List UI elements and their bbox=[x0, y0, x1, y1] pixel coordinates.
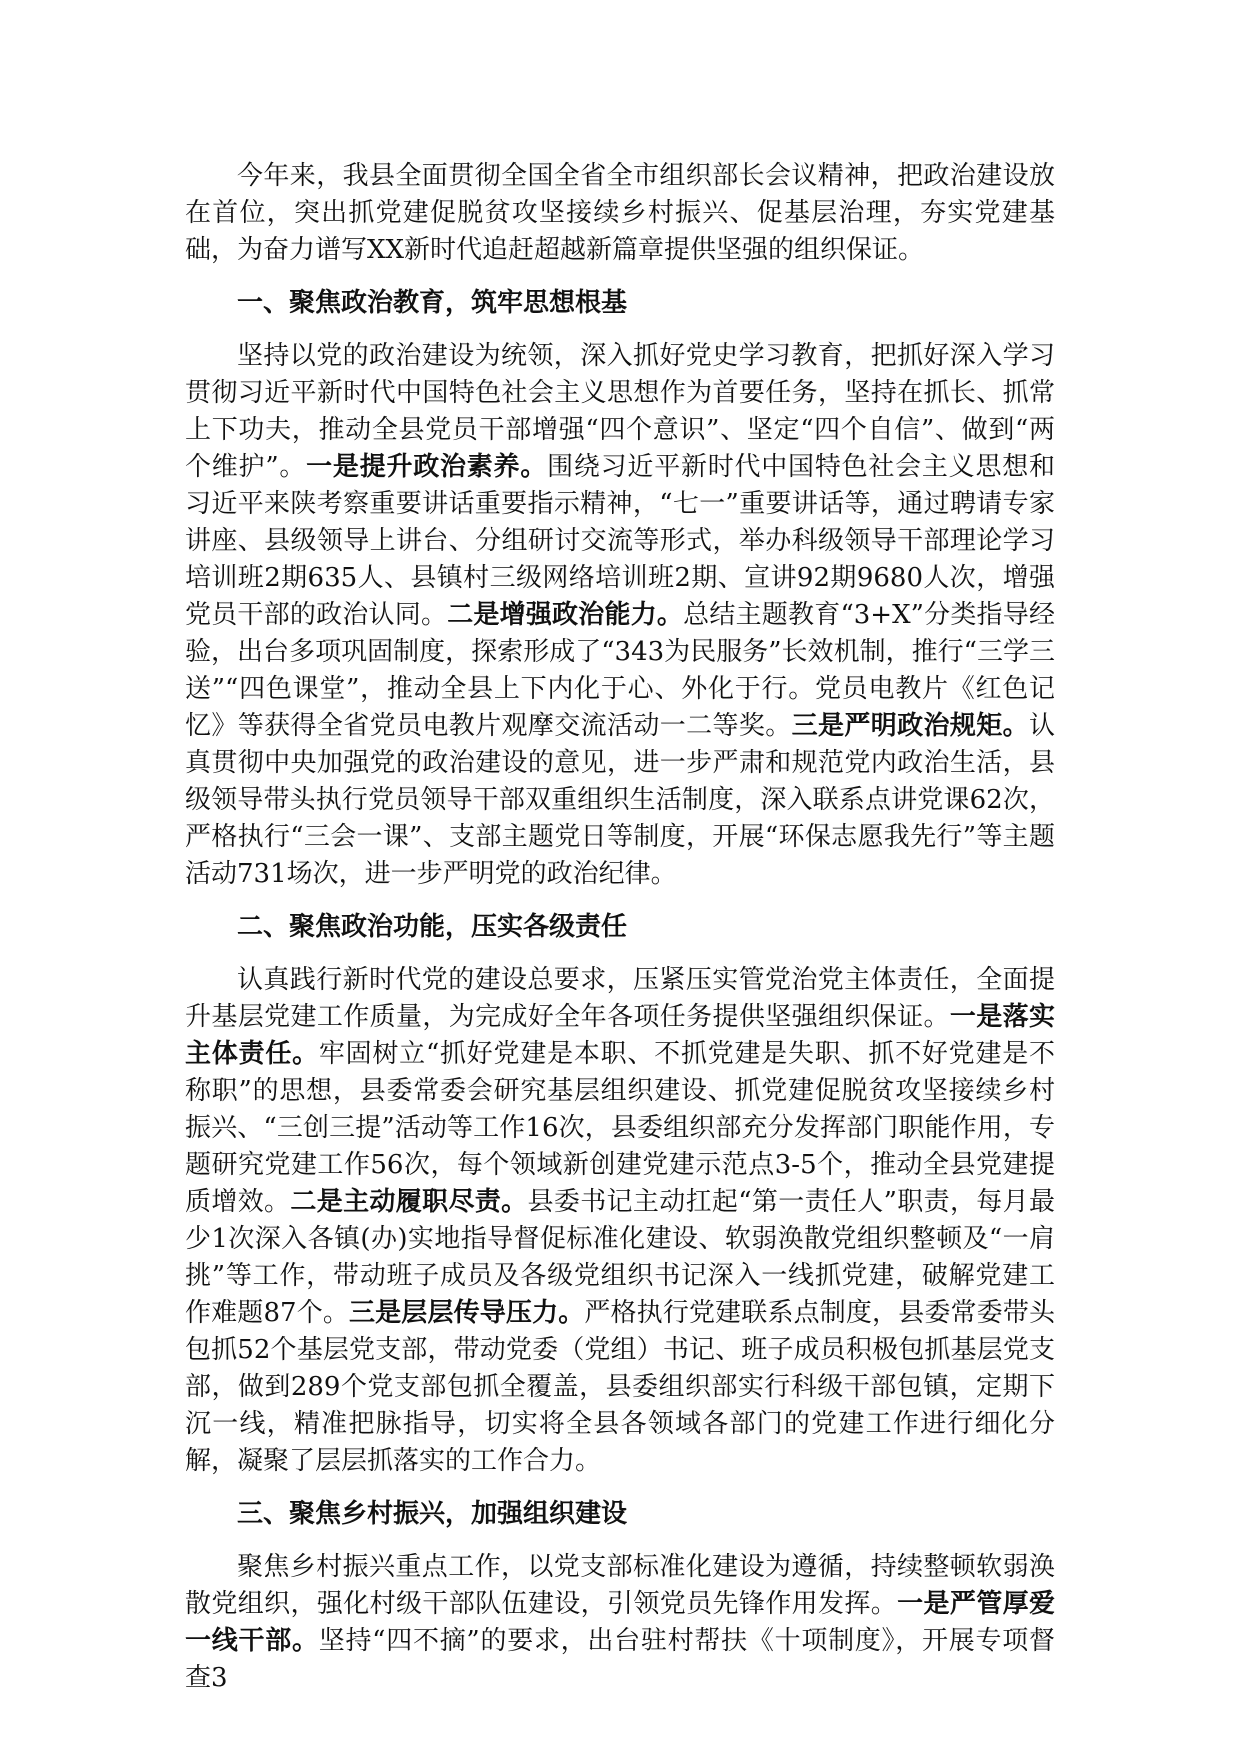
intro-text: 今年来，我县全面贯彻全国全省全市组织部长会议精神，把政治建设放在首位，突出抓党建促脱贫攻坚接续乡村振兴、促基层治理，夯实党建基础，为奋力谱写XX新时代追赶超越新篇章提供坚强的组织保证。 bbox=[185, 161, 1055, 265]
section-2-point-3-text: 严格执行党建联系点制度，县委常委带头包抓52个基层党支部，带动党委（党组）书记、班子成员积极包抓基层党支部，做到289个党支部包抓全覆盖，县委组织部实行科级干部包镇，定期下沉一线，精准把脉指导，切实将全县各领域各部门的党建工作进行细化分解，凝聚了层层抓落实的工作合力。 bbox=[185, 1298, 1055, 1476]
section-2-point-3-title: 三是层层传导压力。 bbox=[349, 1298, 585, 1328]
section-2-paragraph bbox=[185, 962, 1055, 1480]
section-3-paragraph bbox=[185, 1549, 1055, 1697]
section-3-point-1-title: 一是严管厚爱一线干部。 bbox=[185, 1589, 1055, 1656]
section-1-point-3-title: 三是严明政治规矩。 bbox=[791, 711, 1029, 741]
section-1-heading: 一、聚焦政治教育，筑牢思想根基 bbox=[237, 288, 628, 318]
section-1-point-2-title: 二是增强政治能力。 bbox=[447, 600, 684, 630]
section-2-point-1-title: 一是落实主体责任。 bbox=[185, 1002, 1055, 1069]
section-1-paragraph bbox=[185, 338, 1055, 893]
section-1-lead-text: 坚持以党的政治建设为统领，深入抓好党史学习教育，把抓好深入学习贯彻习近平新时代中国特色社会主义思想作为首要任务，坚持在抓长、抓常上下功夫，推动全县党员干部增强“四个意识”、坚定“四个自信”、做到“两个维护”。 bbox=[185, 341, 1055, 482]
section-2-point-2-text: 县委书记主动扛起“第一责任人”职责，每月最少1次深入各镇(办)实地指导督促标准化建设、软弱涣散党组织整顿及“一肩挑”等工作，带动班子成员及各级党组织书记深入一线抓党建，破解党建工作难题87个。 bbox=[185, 1187, 1055, 1328]
section-2-heading: 二、聚焦政治功能，压实各级责任 bbox=[237, 912, 628, 942]
section-1-point-1-text: 围绕习近平新时代中国特色社会主义思想和习近平来陕考察重要讲话重要指示精神，“七一”重要讲话等，通过聘请专家讲座、县级领导上讲台、分组研讨交流等形式，举办科级领导干部理论学习培训班2期635人、县镇村三级网络培训班2期、宣讲92期9680人次，增强党员干部的政治认同。 bbox=[185, 452, 1055, 630]
section-2-point-1-text: 牢固树立“抓好党建是本职、不抓党建是失职、抓不好党建是不称职”的思想，县委常委会研究基层组织建设、抓党建促脱贫攻坚接续乡村振兴、“三创三提”活动等工作16次，县委组织部充分发挥部门职能作用，专题研究党建工作56次，每个领域新创建党建示范点3-5个，推动全县党建提质增效。 bbox=[185, 1039, 1055, 1217]
section-2-lead-text: 认真践行新时代党的建设总要求，压紧压实管党治党主体责任，全面提升基层党建工作质量，为完成好全年各项任务提供坚强组织保证。 bbox=[185, 965, 1055, 1032]
section-1-point-3-text: 认真贯彻中央加强党的政治建设的意见，进一步严肃和规范党内政治生活，县级领导带头执行党员领导干部双重组织生活制度，深入联系点讲党课62次，严格执行“三会一课”、支部主题党日等制度，开展“环保志愿我先行”等主题活动731场次，进一步严明党的政治纪律。 bbox=[185, 711, 1055, 889]
section-1-point-1-title: 一是提升政治素养。 bbox=[306, 452, 548, 482]
intro-paragraph bbox=[185, 158, 1055, 269]
section-2-point-2-title: 二是主动履职尽责。 bbox=[290, 1187, 528, 1217]
section-3-lead-text: 聚焦乡村振兴重点工作，以党支部标准化建设为遵循，持续整顿软弱涣散党组织，强化村级干部队伍建设，引领党员先锋作用发挥。 bbox=[185, 1552, 1055, 1619]
section-1-point-2-text: 总结主题教育“3+X”分类指导经验，出台多项巩固制度，探索形成了“343为民服务”长效机制，推行“三学三送”“四色课堂”，推动全县上下内化于心、外化于行。党员电教片《红色记忆》等获得全省党员电教片观摩交流活动一二等奖。 bbox=[185, 600, 1055, 741]
section-3-point-1-text: 坚持“四不摘”的要求，出台驻村帮扶《十项制度》，开展专项督查3 bbox=[185, 1626, 1055, 1693]
section-3-heading: 三、聚焦乡村振兴，加强组织建设 bbox=[237, 1499, 628, 1529]
document-body bbox=[185, 158, 1055, 1713]
